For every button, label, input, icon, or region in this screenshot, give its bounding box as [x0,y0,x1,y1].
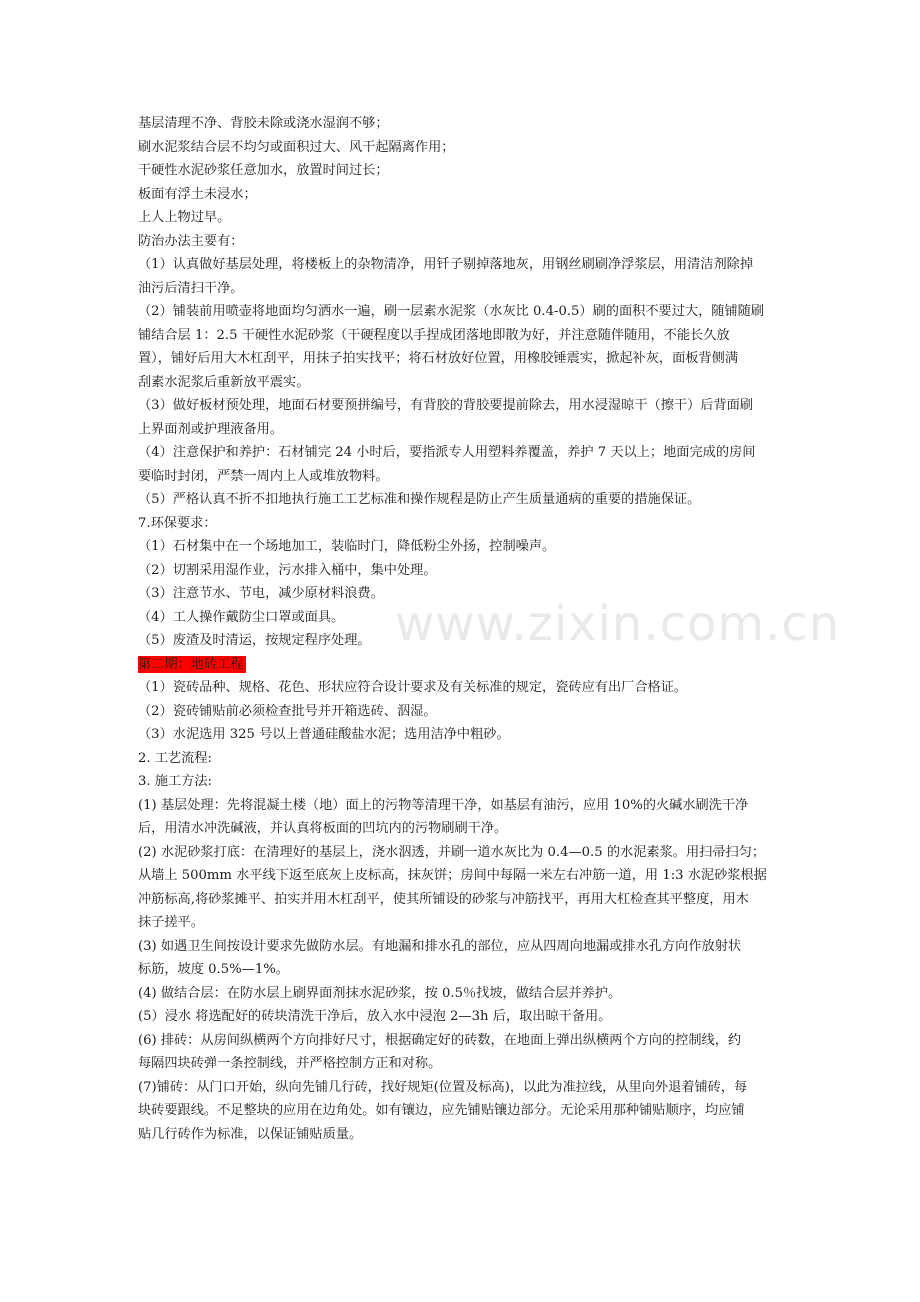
text-line: （3）水泥选用 325 号以上普通硅酸盐水泥；选用洁净中粗砂。 [138,727,510,742]
text-line: 冲筋标高,将砂浆摊平、拍实并用木杠刮平，使其所铺设的砂浆与冲筋找平，再用大杠检查其平整度，用木 [138,891,749,907]
text-line: （1）瓷砖品种、规格、花色、形状应符合设计要求及有关标准的规定，瓷砖应有出厂合格证。 [138,680,688,695]
highlighted-heading-line [138,653,788,677]
text-line: （5）严格认真不折不扣地执行施工工艺标准和操作规程是防止产生质量通病的重要的措施保证。 [138,492,701,507]
text-line: (7)铺砖：从门口开始，纵向先铺几行砖，找好规矩(位置及标高)，以此为准拉线，从里向外退着铺砖，每 [138,1079,748,1095]
text-line: （2）铺装前用喷壶将地面均匀洒水一遍，刷一层素水泥浆（水灰比 0.4-0.5）刷的面积不要过大，随铺随刷 [138,304,765,319]
section-heading: 2. 工艺流程: [138,750,212,766]
text-line: 刷水泥浆结合层不均匀或面积过大、风干起隔离作用； [138,139,455,155]
text-line: 从墙上 500mm 水平线下返至底灰上皮标高，抹灰饼；房间中每隔一米左右冲筋一道，用 1:3 水泥砂浆根据 [138,868,767,883]
section-heading: 3. 施工方法: [138,774,212,789]
text-line: （1）认真做好基层处理，将楼板上的杂物清净，用钎子剔掉落地灰，用钢丝刷刷净浮浆层，用清洁剂除掉 [138,257,754,272]
text-line: 置），铺好后用大木杠刮平，用抹子拍实找平；将石材放好位置，用橡胶锤震实，掀起补灰，面板背侧满 [138,351,739,366]
text-line: (4) 做结合层：在防水层上刷界面剂抹水泥砂浆，按 0.5％找坡，做结合层并养护。 [138,985,622,1001]
text-line: 要临时封闭，严禁一周内上人或堆放物料。 [138,468,389,484]
text-line: （4）注意保护和养护：石材铺完 24 小时后，要指派专人用塑料养覆盖，养护 7 天以上；地面完成的房间 [138,445,756,460]
text-line: 上界面剂或护理液备用。 [138,421,284,437]
text-line: 后，用清水冲洗碱液，并认真将板面的凹坑内的污物刷刷干净。 [138,821,508,836]
text-line: （3）做好板材预处理，地面石材要预拼编号，有背胶的背胶要提前除去，用水浸湿晾干（擦干）后背面刷 [138,398,754,413]
text-line: (3) 如遇卫生间按设计要求先做防水层。有地漏和排水孔的部位，应从四周向地漏或排水孔方向作放射状 [138,938,742,954]
text-line: （2）瓷砖铺贴前必须检查批号并开箱选砖、泅湿。 [138,703,437,719]
text-line: 每隔四块砖弹一条控制线，并严格控制方正和对称。 [138,1056,442,1071]
text-line: 标筋，坡度 0.5%—1%。 [138,962,289,977]
text-line: (6) 排砖：从房间纵横两个方向排好尺寸，根据确定好的砖数，在地面上弹出纵横两个方向的控制线，约 [138,1032,742,1048]
text-line: 基层清理不净、背胶未除或浇水湿润不够； [138,116,389,131]
document-body [138,112,788,1146]
text-line: 油污后清扫干净。 [138,280,244,296]
text-line: 抹子搓平。 [138,915,204,930]
text-line: （5）废渣及时清运，按规定程序处理。 [138,633,371,648]
watermark: www.zixin.com.cn [395,596,841,652]
text-line: (1) 基层处理：先将混凝土楼（地）面上的污物等清理干净，如基层有油污，应用 10%的火碱水刷洗干净 [138,797,749,813]
text-line: 块砖要跟线。不足整块的应用在边角处。如有镶边，应先铺贴镶边部分。无论采用那种铺贴顺序，均应铺 [138,1103,745,1118]
text-line: （3）注意节水、节电，减少原材料浪费。 [138,586,384,601]
section-heading: 7.环保要求： [138,515,217,531]
highlighted-heading: 第二期：地砖工程 [138,656,244,672]
text-line: 上人上物过早。 [138,210,231,225]
text-line: （2）切割采用湿作业，污水排入桶中，集中处理。 [138,562,437,578]
text-line: (5）浸水 将选配好的砖块清洗干净后，放入水中浸泡 2—3h 后，取出晾干备用。 [138,1009,612,1024]
text-line: 防治办法主要有： [138,233,244,249]
text-line: 干硬性水泥砂浆任意加水，放置时间过长； [138,163,389,178]
text-line: 铺结合层 1：2.5 干硬性水泥砂浆（干硬程度以手捏成团落地即散为好，并注意随伴随用，不能长久放 [138,327,730,343]
text-line: 贴几行砖作为标准，以保证铺贴质量。 [138,1126,363,1142]
text-line: (2) 水泥砂浆打底：在清理好的基层上，浇水泅透，并刷一道水灰比为 0.4—0.5 的水泥素浆。用扫帚扫匀； [138,844,766,860]
text-line: 刮素水泥浆后重新放平震实。 [138,374,310,390]
text-line: （1）石材集中在一个场地加工，装临时门，降低粉尘外扬，控制噪声。 [138,539,556,554]
text-line: （4）工人操作戴防尘口罩或面具。 [138,609,345,625]
text-line: 板面有浮土未浸水； [138,186,257,202]
